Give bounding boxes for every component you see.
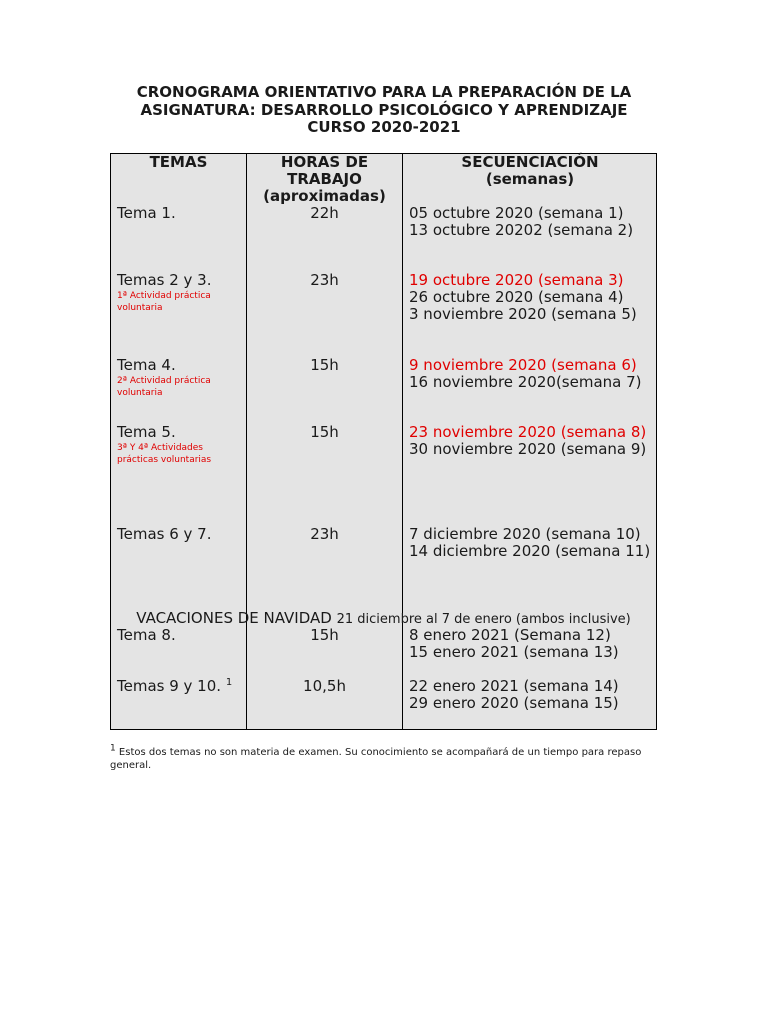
document-title	[100, 84, 668, 137]
row-4-horas: 15h	[310, 423, 339, 441]
row-5-week-2: 14 diciembre 2020 (semana 11)	[409, 542, 651, 560]
row-1-tema: Tema 1.	[117, 204, 176, 222]
footnote-text: Estos dos temas no son materia de examen. Su conocimiento se acompañará de un tiempo para repaso general.	[110, 747, 642, 771]
footnote-marker: 1	[110, 743, 116, 754]
row-6-week-1: 8 enero 2021 (Semana 12)	[409, 626, 611, 644]
row-5-week-1: 7 diciembre 2020 (semana 10)	[409, 525, 641, 543]
row-7-week-1: 22 enero 2021 (semana 14)	[409, 677, 619, 695]
row-2-horas: 23h	[310, 271, 339, 289]
row-3-week-1: 16 noviembre 2020(semana 7)	[409, 373, 642, 391]
title-line-2: ASIGNATURA: DESARROLLO PSICOLÓGICO Y APRENDIZAJE	[140, 100, 628, 119]
row-2-week-highlight: 19 octubre 2020 (semana 3)	[409, 271, 624, 289]
header-horas-line-3: (aproximadas)	[263, 187, 386, 205]
header-horas-line-1: HORAS DE	[280, 153, 369, 171]
row-7-footnote-marker: 1	[225, 677, 233, 688]
row-1-horas: 22h	[310, 204, 339, 222]
row-5-tema: Temas 6 y 7.	[117, 525, 212, 543]
footnote	[110, 743, 660, 772]
row-6-weeks	[409, 627, 655, 661]
row-7-week-2: 29 enero 2020 (semana 15)	[409, 694, 619, 712]
row-4-weeks	[409, 424, 655, 458]
row-3-week-highlight: 9 noviembre 2020 (semana 6)	[409, 356, 637, 374]
row-1-week-2: 13 octubre 20202 (semana 2)	[409, 221, 634, 239]
header-horas-line-2: TRABAJO	[287, 170, 362, 188]
row-5-weeks	[409, 526, 655, 560]
header-secuenciacion	[403, 154, 657, 188]
row-7-tema	[117, 678, 232, 695]
row-6-horas: 15h	[310, 626, 339, 644]
row-7-horas: 10,5h	[303, 677, 346, 695]
header-temas: TEMAS	[149, 153, 208, 171]
row-2-weeks	[409, 272, 655, 323]
row-2-activity-note: 1ª Actividad práctica voluntaria	[117, 291, 211, 313]
header-horas	[247, 154, 402, 205]
row-4-week-1: 30 noviembre 2020 (semana 9)	[409, 440, 647, 458]
row-2-tema: Temas 2 y 3.	[117, 271, 212, 289]
row-3-horas: 15h	[310, 356, 339, 374]
row-6-week-2: 15 enero 2021 (semana 13)	[409, 643, 619, 661]
title-line-1: CRONOGRAMA ORIENTATIVO PARA LA PREPARACIÓN DE LA	[136, 83, 632, 101]
schedule-table	[110, 153, 657, 730]
row-2-week-2: 3 noviembre 2020 (semana 5)	[409, 305, 637, 323]
row-3-activity-note: 2ª Actividad práctica voluntaria	[117, 376, 211, 398]
row-6-tema: Tema 8.	[117, 626, 176, 644]
row-3-tema: Tema 4.	[117, 356, 176, 374]
vacation-label: VACACIONES DE NAVIDAD	[136, 609, 332, 627]
row-4-tema: Tema 5.	[117, 423, 176, 441]
row-7-weeks	[409, 678, 655, 712]
header-secuenciacion-line-1: SECUENCIACIÓN	[461, 153, 599, 171]
vacation-detail: 21 diciembre al 7 de enero (ambos inclusive)	[336, 612, 631, 627]
row-2-week-1: 26 octubre 2020 (semana 4)	[409, 288, 624, 306]
column-divider-2	[402, 154, 403, 729]
row-1-weeks	[409, 205, 655, 239]
title-line-3: CURSO 2020-2021	[307, 118, 461, 136]
row-5-horas: 23h	[310, 525, 339, 543]
row-4-activity-note: 3ª Y 4ª Actividades prácticas voluntarias	[117, 443, 212, 465]
row-3-weeks	[409, 357, 655, 391]
row-1-week-1: 05 octubre 2020 (semana 1)	[409, 204, 624, 222]
row-7-tema-label: Temas 9 y 10.	[117, 677, 222, 695]
header-secuenciacion-line-2: (semanas)	[485, 170, 575, 188]
row-4-week-highlight: 23 noviembre 2020 (semana 8)	[409, 423, 647, 441]
